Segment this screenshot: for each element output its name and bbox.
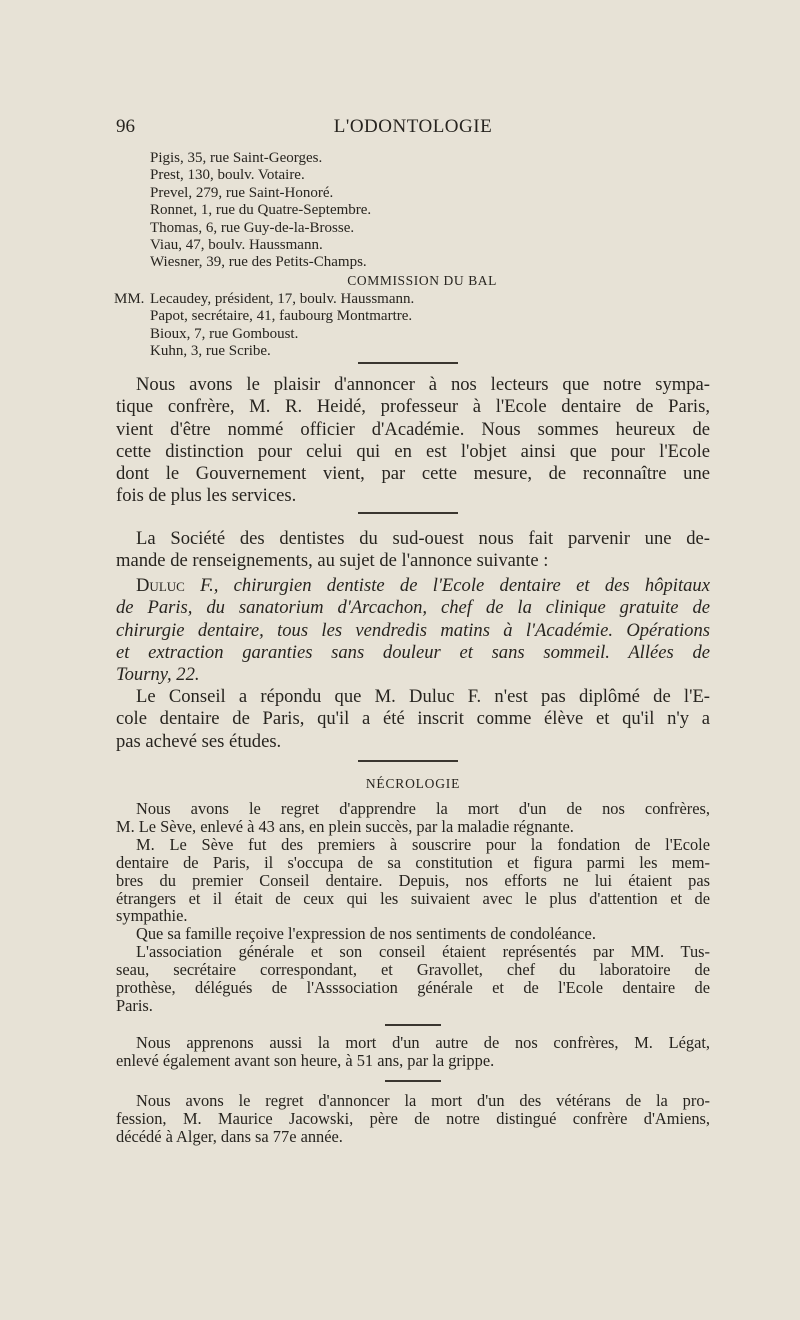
text-line: Nous avons le regret d'apprendre la mort d'un de nos confrères, (136, 799, 710, 818)
page-number: 96 (116, 116, 135, 137)
text-line: Tourny, 22. (116, 664, 200, 686)
running-head (116, 116, 710, 142)
text-line: prothèse, délégués de l'Asssociation générale et de l'Ecole dentaire de (116, 978, 710, 998)
text-line: Nous avons le regret d'annoncer la mort d'un des vétérans de la pro- (136, 1091, 710, 1110)
list-item: Bioux, 7, rue Gomboust. (150, 325, 299, 342)
text-line: fois de plus les services. (116, 485, 297, 507)
text-line: L'association générale et son conseil étaient représentés par MM. Tus- (136, 942, 710, 962)
list-item: Kuhn, 3, rue Scribe. (150, 343, 271, 360)
text-line: sympathie. (116, 906, 188, 926)
text-line: M. Le Sève fut des premiers à souscrire pour la fondation de l'Ecole (136, 834, 710, 854)
list-item: Viau, 47, boulv. Haussmann. (150, 237, 323, 254)
mm-label: MM. (114, 291, 145, 307)
list-item: Ronnet, 1, rue du Quatre-Septembre. (150, 202, 372, 219)
text-line: chirurgie dentaire, tous les vendredis matins à l'Académie. Opérations (116, 619, 710, 641)
text-line: fession, M. Maurice Jacowski, père de notre distingué confrère d'Amiens, (116, 1108, 710, 1128)
text-line: Nous apprenons aussi la mort d'un autre de nos confrères, M. Légat, (136, 1033, 710, 1052)
text-line: Le Conseil a répondu que M. Duluc F. n'est pas diplômé de l'E- (136, 686, 710, 707)
list-item: Papot, secrétaire, 41, faubourg Montmartre. (150, 308, 413, 325)
text-line: mande de renseignements, au sujet de l'annonce suivante : (116, 550, 549, 572)
separator-rule (385, 1080, 441, 1082)
necrologie-section (116, 800, 710, 1015)
paragraph-jacowski (116, 1092, 710, 1146)
text-line: décédé à Alger, dans sa 77e année. (116, 1126, 343, 1146)
text-line: étrangers et il était de ceux qui les suivaient avec le plus d'attention et de (116, 888, 710, 908)
text-line: et extraction garanties sans douleur et sans sommeil. Allées de (116, 641, 710, 663)
advertiser-name: Duluc (136, 575, 185, 596)
commission-list (114, 291, 674, 361)
list-item: Lecaudey, président, 17, boulv. Haussmann. (150, 291, 415, 307)
separator-rule (385, 1024, 441, 1026)
list-item: Prevel, 279, rue Saint-Honoré. (150, 184, 334, 201)
text-line: Que sa famille reçoive l'expression de nos sentiments de condoléance. (136, 924, 596, 944)
text-line: vient d'être nommé officier d'Académie. Nous sommes heureux de (116, 418, 710, 440)
paragraph-legat (116, 1034, 710, 1070)
text-line: de Paris, du sanatorium d'Arcachon, chef de la clinique gratuite de (116, 597, 710, 619)
paragraph-societe (116, 528, 710, 573)
text-line: Paris. (116, 995, 153, 1015)
text-line: bres du premier Conseil dentaire. Depuis, nos efforts ne lui étaient pas (116, 870, 710, 890)
commission-heading: COMMISSION DU BAL (347, 273, 497, 288)
text-line: tique confrère, M. R. Heidé, professeur à l'Ecole dentaire de Paris, (116, 396, 710, 418)
separator-rule (358, 760, 458, 762)
list-item: Thomas, 6, rue Guy-de-la-Brosse. (150, 219, 355, 236)
text-line: cette distinction pour celui qui en est l'objet ainsi que pour l'Ecole (116, 440, 710, 462)
separator-rule (358, 362, 458, 364)
address-list (150, 150, 650, 272)
paragraph-heide (116, 374, 710, 508)
text-line: enlevé également avant son heure, à 51 ans, par la grippe. (116, 1050, 495, 1070)
text-line: La Société des dentistes du sud-ouest nous fait parvenir une de- (136, 528, 710, 549)
list-item: Wiesner, 39, rue des Petits-Champs. (150, 254, 367, 271)
list-item: Pigis, 35, rue Saint-Georges. (150, 150, 323, 166)
paragraph-conseil (116, 686, 710, 753)
necrologie-heading: NÉCROLOGIE (365, 776, 461, 791)
text-line: pas achevé ses études. (116, 730, 282, 752)
text-line: Nous avons le plaisir d'annoncer à nos lecteurs que notre sympa- (136, 374, 710, 395)
running-title: L'ODONTOLOGIE (333, 116, 493, 137)
quoted-advertisement (116, 575, 710, 686)
text-line: dont le Gouvernement vient, par cette mesure, de reconnaître une (116, 463, 710, 485)
text-line: seau, secrétaire correspondant, et Gravollet, chef du laboratoire de (116, 960, 710, 980)
text-line: M. Le Sève, enlevé à 43 ans, en plein succès, par la maladie régnante. (116, 816, 574, 836)
separator-rule (358, 512, 458, 514)
list-item: Prest, 130, boulv. Votaire. (150, 167, 305, 184)
text-line: cole dentaire de Paris, qu'il a été inscrit comme élève et qu'il n'y a (116, 708, 710, 730)
text-line: dentaire de Paris, il s'occupa de sa constitution et figura parmi les mem- (116, 852, 710, 872)
text-line: F., chirurgien dentiste de l'Ecole dentaire et des hôpitaux (184, 575, 710, 596)
